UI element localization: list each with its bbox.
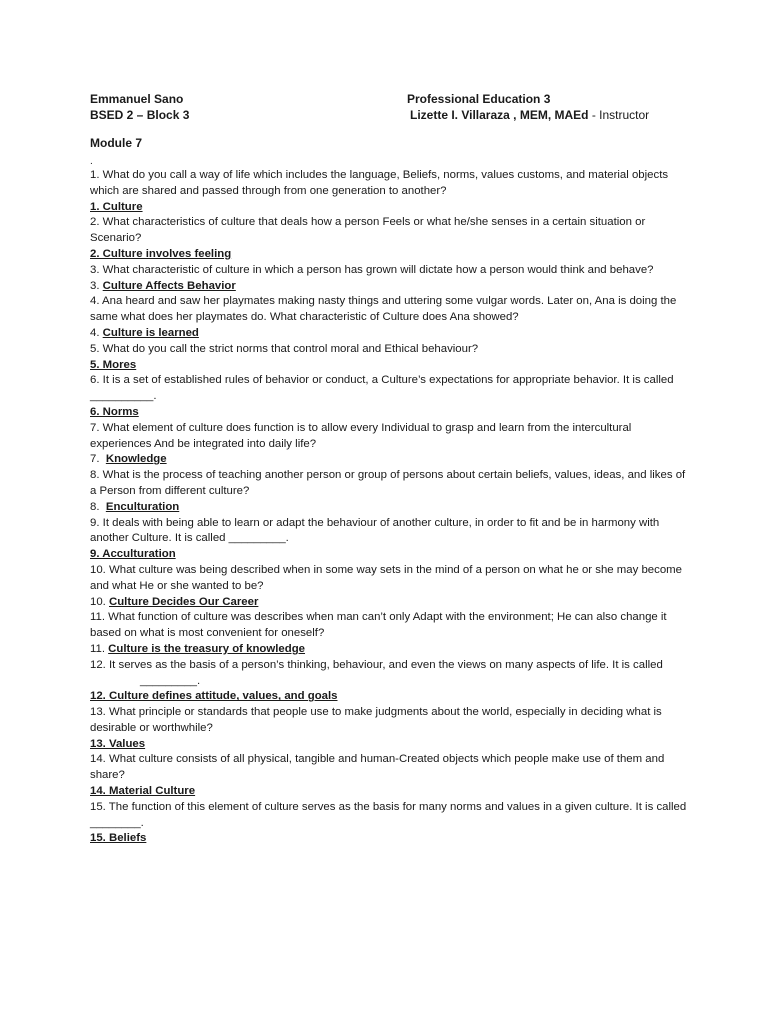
answer-text: Knowledge: [105, 453, 167, 466]
answer-text: 5. Mores: [90, 358, 137, 371]
answer-number: 4.: [90, 326, 103, 339]
subject-title: Professional Education 3: [407, 92, 551, 106]
instructor-name: Lizette I. Villaraza , MEM, MAEd: [410, 107, 589, 122]
question-text: 8. What is the process of teaching another person or group of persons about certain beliefs, values, ideas, and likes of a Person from different culture?: [90, 469, 686, 497]
question-text: 9. It deals with being able to learn or adapt the behaviour of another culture, in order to fit and be in harmony with another Culture. It is called _________.: [90, 516, 660, 545]
answer-text: Culture is learned: [102, 326, 199, 339]
answer-line: [90, 784, 690, 800]
instructor-line: [410, 108, 649, 124]
answer-line: [90, 737, 690, 753]
question-text: 5. What do you call the strict norms that control moral and Ethical behaviour?: [90, 342, 479, 355]
answer-line: [90, 500, 690, 516]
instructor-role: - Instructor: [588, 107, 650, 122]
answer-text: 12. Culture defines attitude, values, and goals: [90, 690, 338, 703]
answer-line: [90, 642, 690, 658]
question-text: 2. What characteristics of culture that deals how a person Feels or what he/she senses in a certain situation or Scenario?: [90, 216, 646, 245]
answer-line: [90, 547, 690, 563]
question-text: 6. It is a set of established rules of behavior or conduct, a Culture’s expectations for appropriate behavior. It is called __________.: [90, 374, 674, 403]
answer-number: 3.: [90, 279, 103, 292]
question-list: [90, 168, 690, 847]
answer-number: 8.: [90, 500, 106, 513]
answer-text: Culture is the treasury of knowledge: [108, 642, 306, 655]
question-text: 12. It serves as the basis of a person’s thinking, behaviour, and even the views on many aspects of life. It is called: [90, 658, 663, 671]
answer-line: [90, 405, 690, 421]
question-text: 3. What characteristic of culture in which a person has grown will dictate how a person would think and behave?: [90, 263, 654, 276]
answer-line: [90, 279, 690, 295]
answer-line: [90, 595, 690, 611]
student-section: BSED 2 – Block 3: [90, 107, 190, 122]
answer-line: [90, 358, 690, 374]
question-text: 1. What do you call a way of life which includes the language, Beliefs, norms, values customs, and material objects which are shared and passed through from one generation to another?: [90, 169, 669, 197]
answer-text: 14. Material Culture: [90, 785, 196, 798]
answer-line: [90, 452, 690, 468]
question-text: 10. What culture was being described when in some way sets in the mind of a person on what he or she may become and what He or she wanted to be?: [90, 563, 682, 592]
answer-text: 15. Beliefs: [90, 832, 147, 845]
question-text: 15. The function of this element of culture serves as the basis for many norms and values in a given culture. It is called ________.: [90, 800, 687, 829]
question-text: 13. What principle or standards that people use to make judgments about the world, especially in deciding what is desirable or worthwhile?: [90, 706, 662, 734]
answer-text: Enculturation: [105, 500, 180, 513]
answer-number: 7.: [90, 453, 106, 466]
question-text: 7. What element of culture does function is to allow every Individual to grasp and learn from the intercultural experiences And be integrated into daily life?: [90, 421, 632, 450]
question-text: 4. Ana heard and saw her playmates making nasty things and uttering some vulgar words. Later on, Ana is doing the same what does her playmates do. What characteristic of Culture does Ana showed?: [90, 295, 677, 324]
answer-text: 2. Culture involves feeling: [90, 247, 232, 260]
answer-text: 13. Values: [90, 737, 146, 750]
answer-line: [90, 689, 690, 705]
answer-text: 1. Culture: [90, 200, 143, 213]
answer-text: Culture Affects Behavior: [102, 279, 236, 292]
answer-line: [90, 326, 690, 342]
module-title: Module 7: [90, 136, 143, 150]
question-text: 14. What culture consists of all physical, tangible and human-Created objects which people make use of them and share?: [90, 753, 665, 782]
stray-dot: .: [90, 156, 93, 167]
student-name: Emmanuel Sano: [90, 92, 184, 106]
answer-line: [90, 831, 690, 847]
answer-text: 6. Norms: [90, 405, 139, 418]
question-text: 11. What function of culture was describes when man can’t only Adapt with the environment; He can also change it based on what is most convenient for oneself?: [90, 611, 667, 640]
question-blank: _________.: [140, 674, 201, 687]
answer-text: Culture Decides Our Career: [109, 595, 259, 608]
document-header: [90, 92, 690, 124]
document-page: [90, 92, 690, 847]
answer-line: [90, 247, 690, 263]
answer-line: [90, 200, 690, 216]
answer-text: 9. Acculturation: [90, 548, 176, 561]
answer-number: 10.: [90, 595, 109, 608]
answer-number: 11.: [90, 642, 109, 655]
